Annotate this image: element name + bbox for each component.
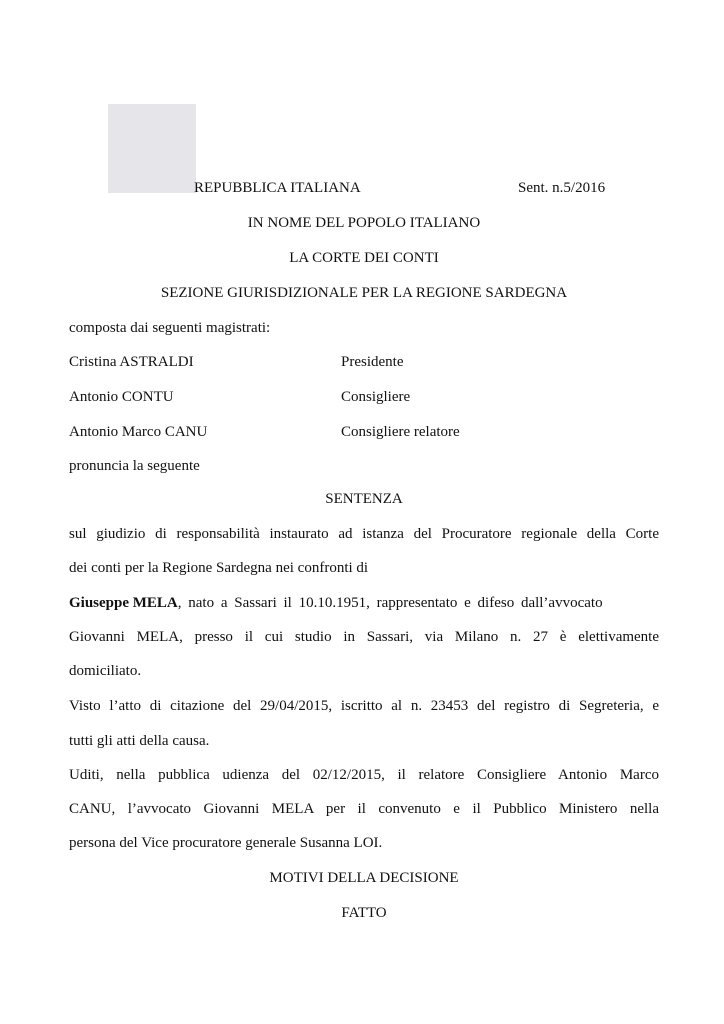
defendant-paragraph-line (69, 593, 659, 613)
paragraph-line: CANU, l’avvocato Giovanni MELA per il convenuto e il Pubblico Ministero nella (69, 801, 659, 817)
paragraph-line: domiciliato. (69, 663, 142, 679)
composition-outro: pronuncia la seguente (69, 458, 200, 474)
paragraph-line: Uditi, nella pubblica udienza del 02/12/2015, il relatore Consigliere Antonio Marco (69, 767, 659, 783)
judge-role: Consigliere (341, 389, 411, 405)
court-heading: LA CORTE DEI CONTI (289, 250, 439, 266)
redacted-stamp (108, 104, 196, 193)
paragraph-line: sul giudizio di responsabilità instaurato ad istanza del Procuratore regionale della Corte (69, 526, 659, 542)
fatto-heading: FATTO (341, 905, 387, 921)
defendant-name: Giuseppe MELA (69, 595, 178, 611)
judge-name: Antonio CONTU (69, 389, 174, 405)
sentence-number: Sent. n.5/2016 (518, 180, 606, 196)
judge-role: Consigliere relatore (341, 424, 460, 440)
paragraph-line: Giovanni MELA, presso il cui studio in Sassari, via Milano n. 27 è elettivamente (69, 629, 659, 645)
defendant-details: , nato a Sassari il 10.10.1951, rappresentato e difeso dall’avvocato (177, 595, 603, 611)
document-title: SENTENZA (325, 491, 403, 507)
republic-heading: REPUBBLICA ITALIANA (194, 180, 361, 196)
section-heading: SEZIONE GIURISDIZIONALE PER LA REGIONE SARDEGNA (160, 285, 568, 301)
paragraph-line: persona del Vice procuratore generale Susanna LOI. (69, 835, 383, 851)
composition-intro: composta dai seguenti magistrati: (69, 320, 271, 336)
judge-name: Cristina ASTRALDI (69, 354, 194, 370)
paragraph-line: Visto l’atto di citazione del 29/04/2015, iscritto al n. 23453 del registro di Segreteria, e (69, 698, 659, 714)
motivi-heading: MOTIVI DELLA DECISIONE (269, 870, 459, 886)
paragraph-line: tutti gli atti della causa. (69, 733, 210, 749)
paragraph-line: dei conti per la Regione Sardegna nei confronti di (69, 560, 369, 576)
judge-name: Antonio Marco CANU (69, 424, 208, 440)
judge-role: Presidente (341, 354, 404, 370)
in-name-heading: IN NOME DEL POPOLO ITALIANO (247, 215, 481, 231)
